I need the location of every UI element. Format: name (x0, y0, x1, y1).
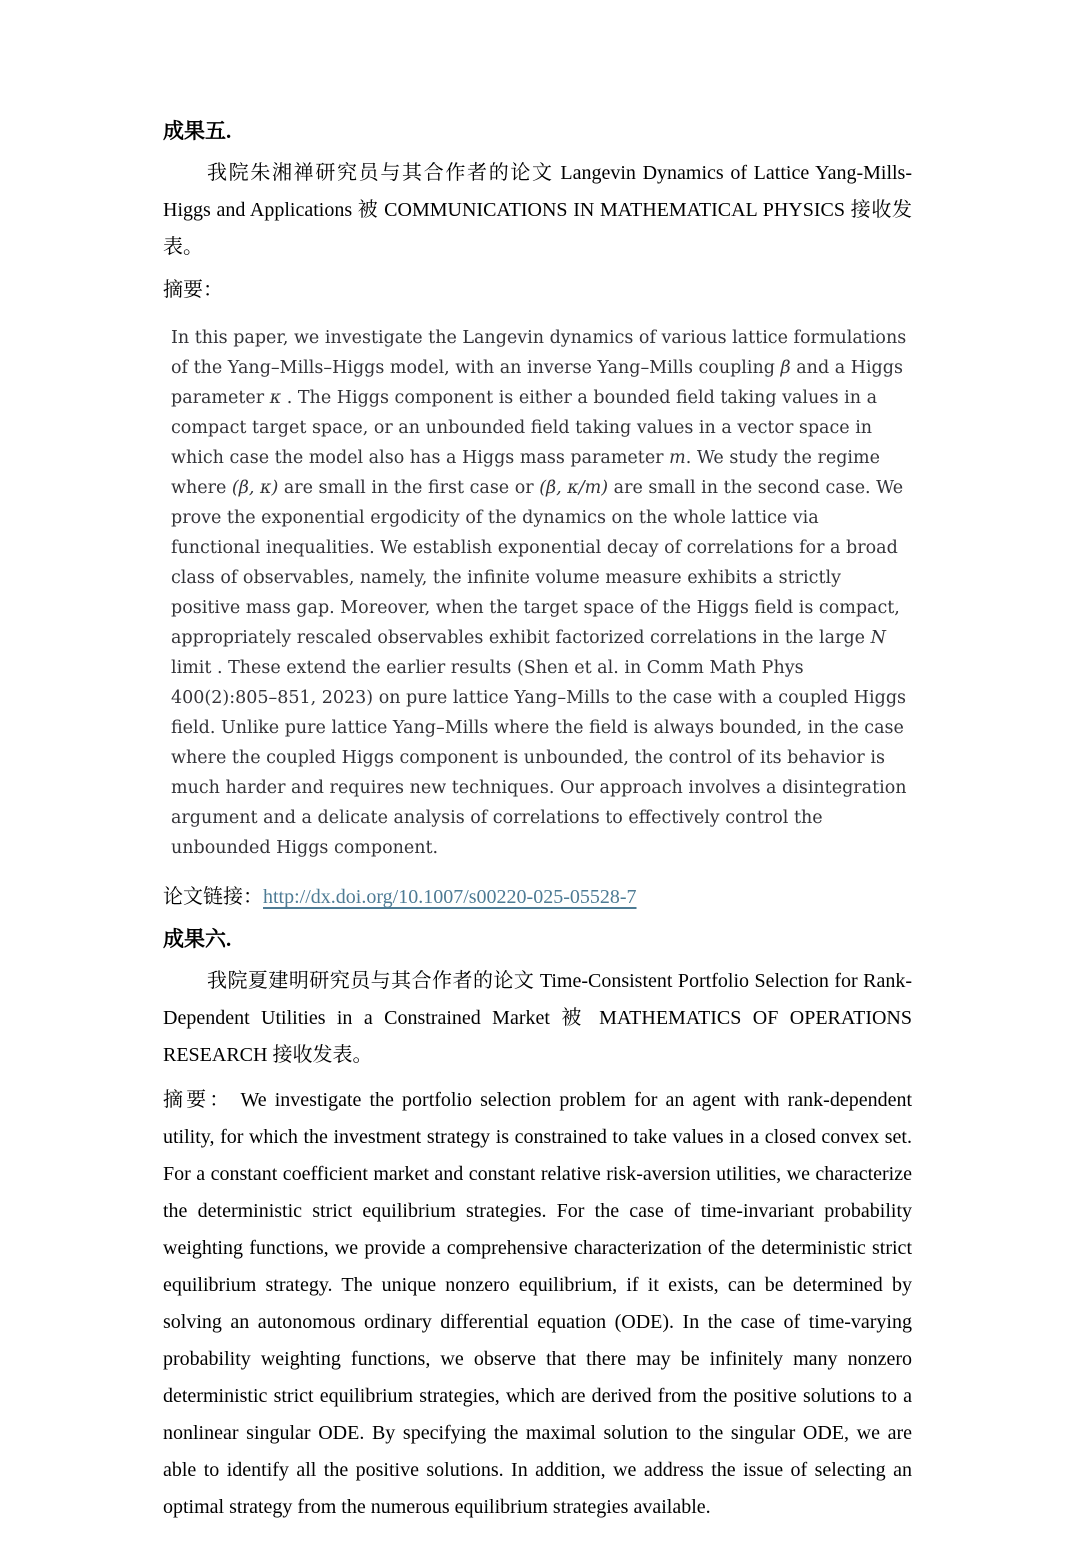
section6-intro-paragraph: 我院夏建明研究员与其合作者的论文 Time-Consistent Portfolio Selection for Rank-Dependent Utilities in a Constrained Market 被 MATHEMATICS OF OPERATIONS RESEARCH 接收发表。 (163, 970, 913, 1066)
section5-intro-paragraph: 我院朱湘禅研究员与其合作者的论文 Langevin Dynamics of Lattice Yang-Mills-Higgs and Applications 被 COMMUNICATIONS IN MATHEMATICAL PHYSICS 接收发表。 (163, 162, 913, 258)
section6-heading: 成果六. (163, 927, 232, 951)
section5-link-line (163, 879, 912, 916)
section5-abstract-label: 摘要： (163, 279, 223, 301)
section6-abstract-paragraph (163, 1082, 912, 1526)
paper-link-label: 论文链接： (163, 886, 263, 908)
section5-heading: 成果五. (163, 119, 232, 143)
section-achievement-5 (163, 116, 912, 916)
section6-abstract-label: 摘要： (163, 1089, 233, 1111)
section5-abstract-text: In this paper, we investigate the Langevin dynamics of various lattice formulations of the Yang–Mills–Higgs model, with an inverse Yang–Mills coupling β and a Higgs parameter κ . The Higgs component is either a bounded field taking values in a compact target space, or an unbounded field taking values in a vector space in which case the model also has a Higgs mass parameter m. We study the regime where (β, κ) are small in the first case or (β, κ/m) are small in the second case. We prove the exponential ergodicity of the dynamics on the whole lattice via functional inequalities. We establish exponential decay of correlations for a broad class of observables, namely, the infinite volume measure exhibits a strictly positive mass gap. Moreover, when the target space of the Higgs field is compact, appropriately rescaled observables exhibit factorized correlations in the large N limit . These extend the earlier results (Shen et al. in Comm Math Phys 400(2):805–851, 2023) on pure lattice Yang–Mills to the case with a coupled Higgs field. Unlike pure lattice Yang–Mills where the field is always bounded, in the case where the coupled Higgs component is unbounded, the control of its behavior is much harder and requires new techniques. Our approach involves a disintegration argument and a delicate analysis of correlations to effectively control the unbounded Higgs component. (171, 328, 907, 858)
paper-doi-link[interactable]: http://dx.doi.org/10.1007/s00220-025-05528-7 (263, 886, 637, 908)
section6-abstract-text: We investigate the portfolio selection problem for an agent with rank-dependent utility, for which the investment strategy is constrained to take values in a closed convex set. For a constant coefficient market and constant relative risk-aversion utilities, we characterize the deterministic strict equilibrium strategies. For the case of time-invariant probability weighting functions, we provide a comprehensive characterization of the deterministic strict equilibrium strategy. The unique nonzero equilibrium, if it exists, can be determined by solving an autonomous ordinary differential equation (ODE). In the case of time-varying probability weighting functions, we observe that there may be infinitely many nonzero deterministic strict equilibrium strategies, which are derived from the positive solutions to a nonlinear singular ODE. By specifying the maximal solution to the singular ODE, we are able to identify all the positive solutions. In addition, we address the issue of selecting an optimal strategy from the numerous equilibrium strategies available. (163, 1089, 913, 1518)
section-achievement-6 (163, 924, 912, 1526)
